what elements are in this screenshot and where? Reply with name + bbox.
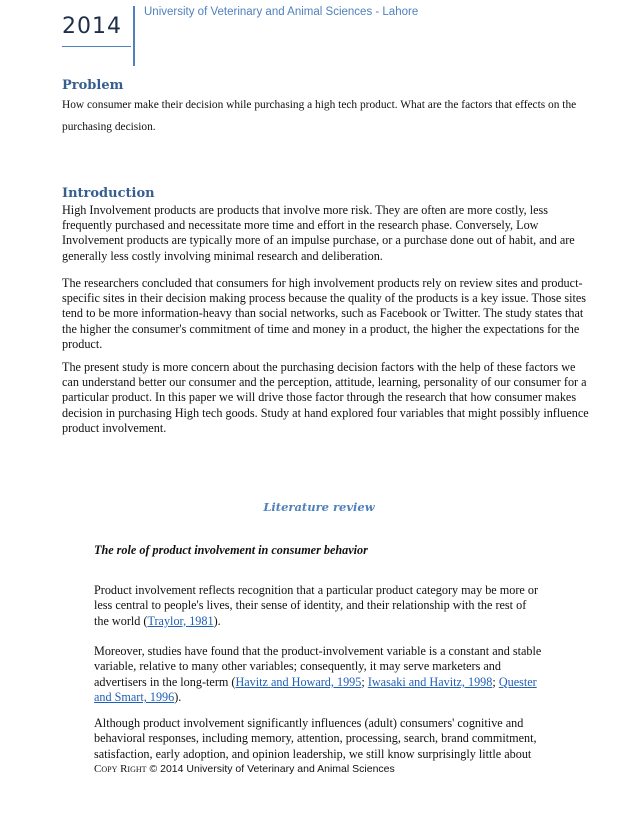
citation-iwasaki-havitz-1998[interactable]: Iwasaki and Havitz, 1998 bbox=[367, 674, 493, 689]
paragraph-text-end: ). bbox=[213, 613, 221, 628]
introduction-heading: Introduction bbox=[62, 186, 155, 201]
problem-text: How consumer make their decision while purchasing a high tech product. What are the factors that effects on the purchasing decision. bbox=[62, 99, 577, 133]
citation-traylor-1981[interactable]: Traylor, 1981 bbox=[147, 613, 214, 628]
introduction-paragraph-1: High Involvement products are products that involve more risk. They are often are more costly, less frequently purchased and necessitate more time and effort in the research phase. Conversely, Low Involvement products are typically more of an impulse purchase, or a purchase done out of habit, and are generally less costly involving minimal research and deliberation. bbox=[62, 203, 575, 263]
citation-separator: ; bbox=[361, 674, 368, 689]
copyright-text: © 2014 University of Veterinary and Animal Sciences bbox=[149, 763, 395, 775]
literature-paragraph-2 bbox=[94, 644, 544, 706]
literature-subheading: The role of product involvement in consumer behavior bbox=[94, 543, 368, 557]
header-underline bbox=[62, 46, 131, 47]
footer-copyright bbox=[94, 763, 395, 775]
citation-havitz-howard-1995[interactable]: Havitz and Howard, 1995 bbox=[235, 674, 362, 689]
literature-paragraph-3: Although product involvement significantly influences (adult) consumers' cognitive and behavioral responses, including memory, attention, processing, search, brand commitment, satisfaction, early adoption, and opinion leadership, we still know surprisingly little about bbox=[94, 716, 537, 761]
literature-heading: Literature review bbox=[263, 500, 375, 514]
paragraph-text: Product involvement reflects recognition that a particular product category may be more or less central to people's lives, their sense of identity, and their relationship with the rest of the world ( bbox=[94, 583, 539, 628]
citation-separator: ; bbox=[492, 674, 499, 689]
literature-paragraph-1 bbox=[94, 583, 544, 629]
header-institution: University of Veterinary and Animal Sciences - Lahore bbox=[144, 6, 419, 18]
paragraph-text-end: ). bbox=[174, 690, 182, 705]
citation-quester-smart-1996[interactable]: Quester and Smart, 1996 bbox=[94, 674, 537, 705]
introduction-paragraph-3: The present study is more concern about the purchasing decision factors with the help of these factors we can understand better our consumer and the perception, attitude, learning, personality of our consumer for a particular product. In this paper we will drive those factor through the research that how consumer makes decision in purchasing High tech goods. Study at hand explored four variables that might possibly influence product involvement. bbox=[62, 360, 589, 435]
introduction-paragraph-2: The researchers concluded that consumers for high involvement products rely on review sites and product-specific sites in their decision making process because the quality of the products is a key issue. Those sites tend to be more information-heavy than social networks, such as Facebook or Twitter. The study states that the higher the consumer's commitment of time and money in a product, the higher the expectations for the product. bbox=[62, 276, 587, 351]
copyright-label: Copy Right bbox=[94, 763, 147, 775]
header-divider bbox=[133, 6, 135, 66]
paragraph-text: Moreover, studies have found that the product-involvement variable is a constant and stable variable, relative to many other variables; consequently, it may serve marketers and advertisers in the long-term ( bbox=[94, 644, 542, 689]
problem-heading: Problem bbox=[62, 78, 124, 93]
header-year: 2014 bbox=[62, 14, 122, 39]
